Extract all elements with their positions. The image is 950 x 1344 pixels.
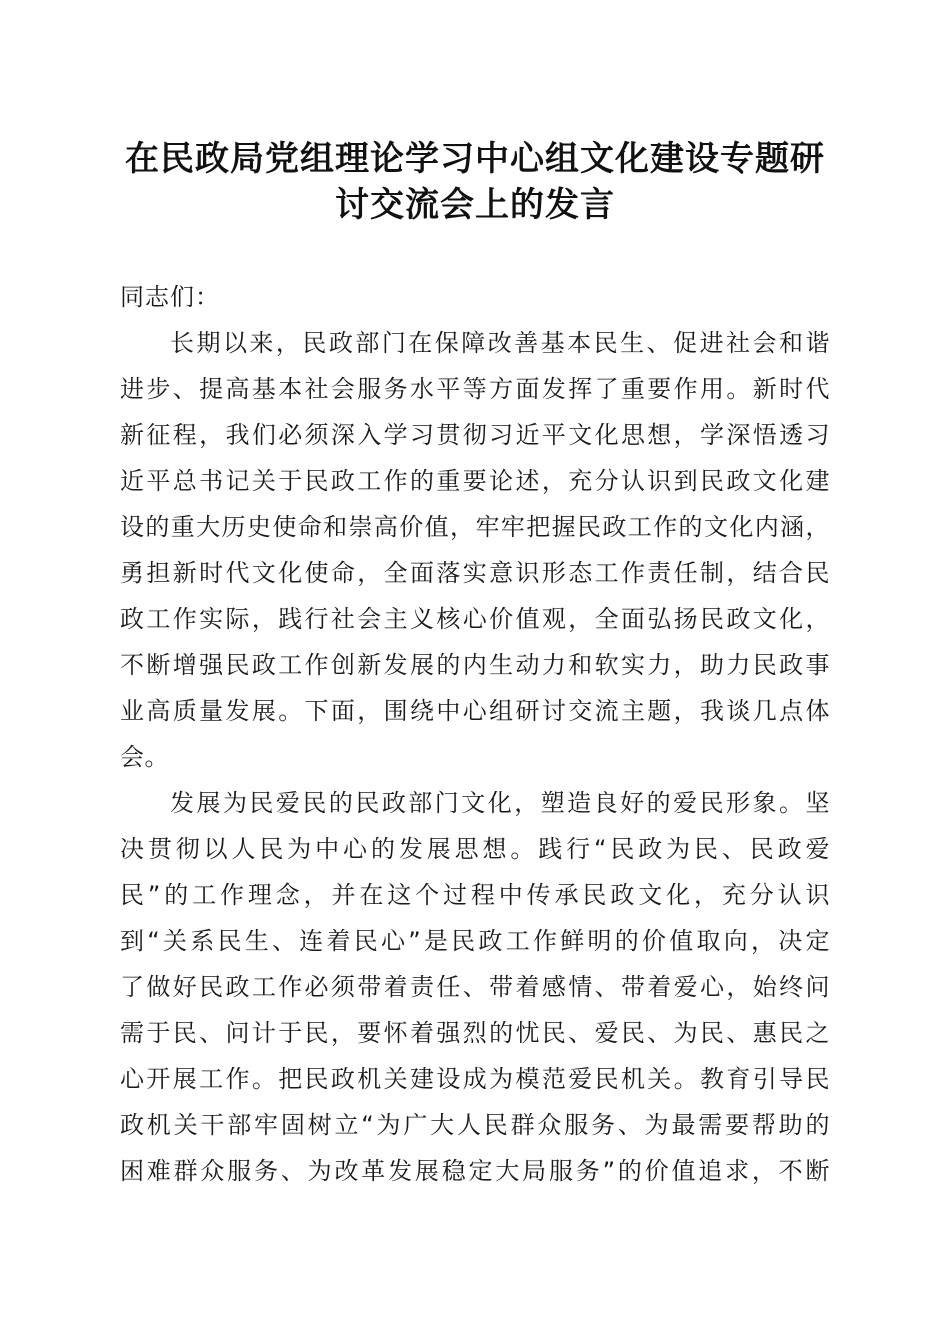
paragraph-line: 发展为民爱民的民政部门文化，塑造良好的爱民形象。坚	[170, 789, 830, 817]
paragraph-line: 设的重大历史使命和崇高价值，牢牢把握民政工作的文化内涵，	[120, 513, 830, 541]
paragraph-line: 民”的工作理念，并在这个过程中传承民政文化，充分认识	[120, 881, 830, 909]
paragraph-line: 需于民、问计于民，要怀着强烈的忧民、爱民、为民、惠民之	[120, 1019, 830, 1047]
paragraph-line: 新征程，我们必须深入学习贯彻习近平文化思想，学深悟透习	[120, 421, 830, 449]
paragraph-line: 会。	[120, 743, 169, 771]
title-line-2: 讨交流会上的发言	[335, 185, 615, 225]
paragraph-line: 决贯彻以人民为中心的发展思想。践行“民政为民、民政爱	[120, 835, 830, 863]
paragraph-line: 了做好民政工作必须带着责任、带着感情、带着爱心，始终问	[120, 973, 830, 1001]
paragraph-line: 到“关系民生、连着民心”是民政工作鲜明的价值取向，决定	[120, 927, 830, 955]
document-body	[120, 274, 830, 1194]
paragraph-line: 长期以来，民政部门在保障改善基本民生、促进社会和谐	[170, 329, 830, 357]
paragraph-line: 心开展工作。把民政机关建设成为模范爱民机关。教育引导民	[120, 1065, 830, 1093]
paragraph-line: 政机关干部牢固树立“为广大人民群众服务、为最需要帮助的	[120, 1111, 830, 1139]
paragraph-line: 近平总书记关于民政工作的重要论述，充分认识到民政文化建	[120, 467, 830, 495]
paragraph-line: 困难群众服务、为改革发展稳定大局服务”的价值追求，不断	[120, 1157, 830, 1185]
paragraph-line: 政工作实际，践行社会主义核心价值观，全面弘扬民政文化，	[120, 605, 830, 633]
paragraph-2	[120, 780, 830, 1194]
paragraph-line: 业高质量发展。下面，围绕中心组研讨交流主题，我谈几点体	[120, 697, 830, 725]
paragraph-line: 勇担新时代文化使命，全面落实意识形态工作责任制，结合民	[120, 559, 830, 587]
paragraph-1	[120, 320, 830, 780]
greeting: 同志们：	[120, 283, 220, 311]
paragraph-line: 进步、提高基本社会服务水平等方面发挥了重要作用。新时代	[120, 375, 830, 403]
document-title	[100, 136, 850, 228]
paragraph-line: 不断增强民政工作创新发展的内生动力和软实力，助力民政事	[120, 651, 830, 679]
title-line-1: 在民政局党组理论学习中心组文化建设专题研	[125, 139, 825, 179]
